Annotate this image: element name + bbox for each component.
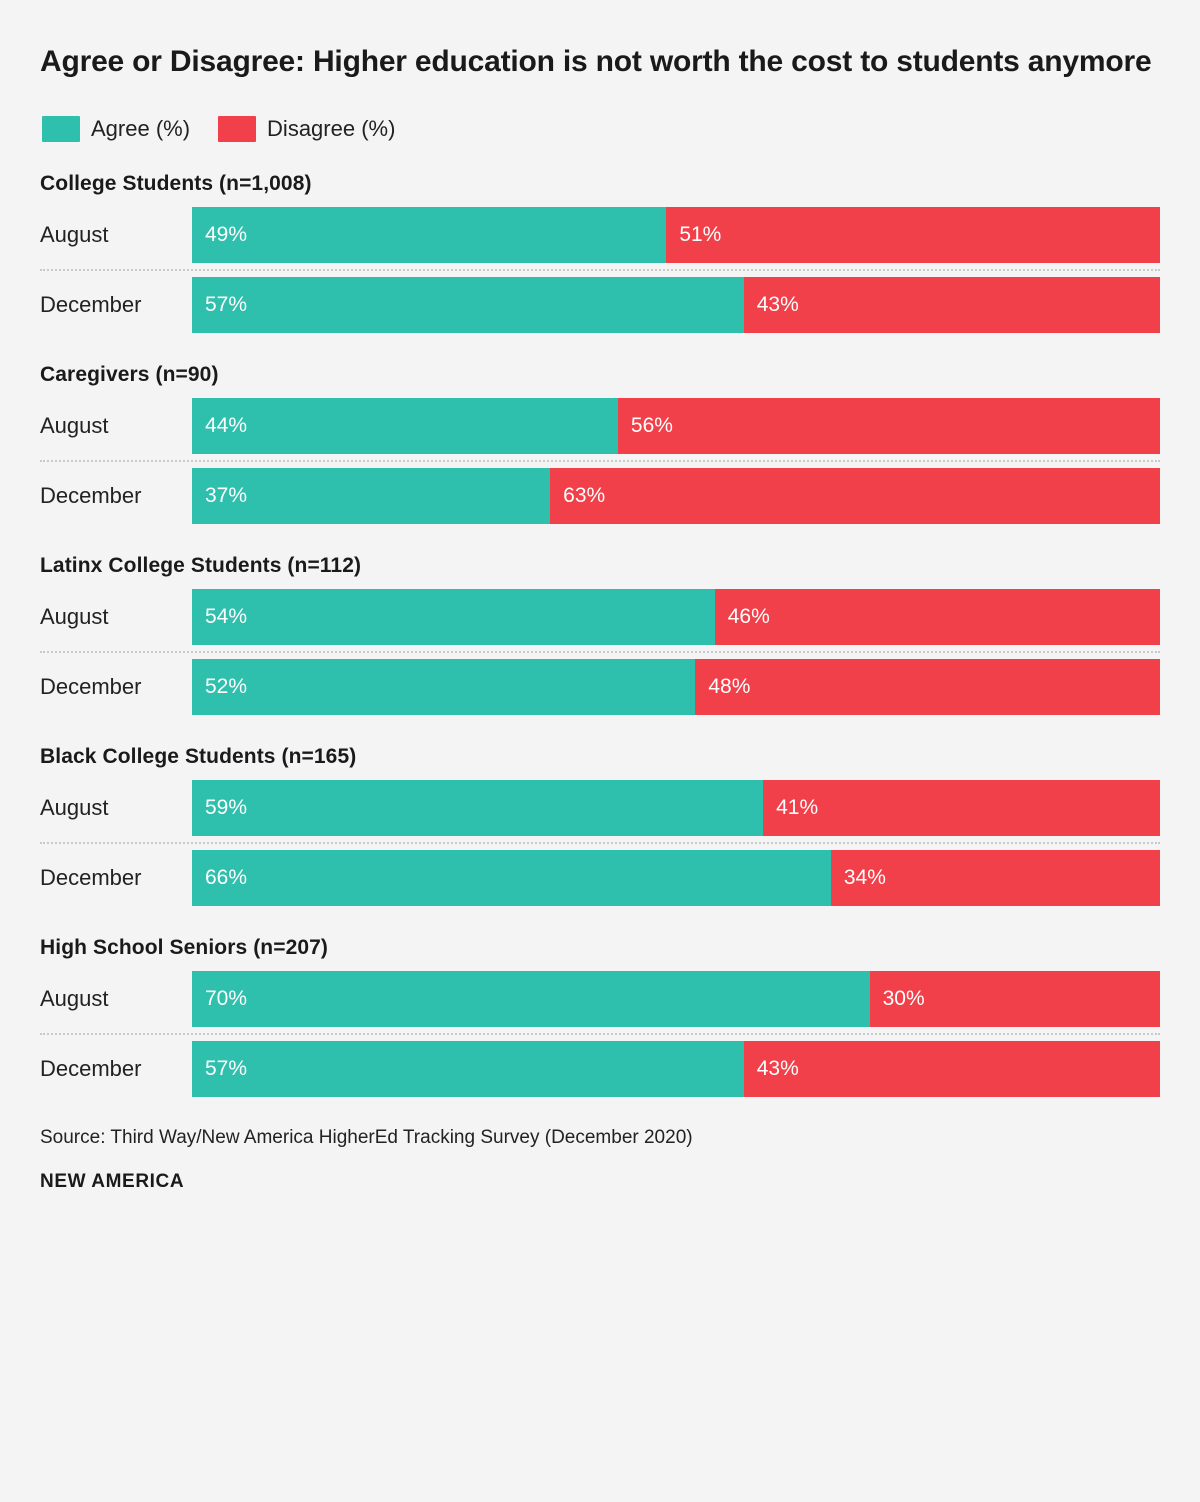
page-title: Agree or Disagree: Higher education is not worth the cost to students anymore bbox=[40, 45, 1152, 78]
group-title: Caregivers (n=90) bbox=[40, 362, 219, 386]
chart-row bbox=[40, 780, 1160, 836]
bar-agree: 37% bbox=[192, 468, 550, 524]
chart-group bbox=[40, 172, 1160, 333]
row-bars bbox=[192, 468, 1160, 524]
row-bars bbox=[192, 398, 1160, 454]
chart-row bbox=[40, 277, 1160, 333]
chart-group bbox=[40, 745, 1160, 906]
row-bars bbox=[192, 277, 1160, 333]
bar-disagree: 43% bbox=[744, 1041, 1160, 1097]
row-separator bbox=[40, 1033, 1160, 1035]
row-label: December bbox=[40, 864, 142, 890]
chart-row bbox=[40, 1041, 1160, 1097]
bar-disagree: 56% bbox=[618, 398, 1160, 454]
legend-label-agree: Agree (%) bbox=[91, 115, 191, 141]
chart-groups bbox=[40, 172, 1160, 1097]
row-label: December bbox=[40, 291, 142, 317]
row-label: August bbox=[40, 221, 109, 247]
group-title: Black College Students (n=165) bbox=[40, 744, 357, 768]
row-label: August bbox=[40, 794, 109, 820]
row-bars bbox=[192, 780, 1160, 836]
row-label: August bbox=[40, 603, 109, 629]
bar-disagree: 46% bbox=[715, 589, 1160, 645]
bar-disagree: 34% bbox=[831, 850, 1160, 906]
bar-agree: 59% bbox=[192, 780, 763, 836]
row-separator bbox=[40, 842, 1160, 844]
chart-row bbox=[40, 468, 1160, 524]
legend-item-disagree bbox=[218, 116, 395, 142]
row-bars bbox=[192, 207, 1160, 263]
bar-disagree: 43% bbox=[744, 277, 1160, 333]
group-title: Latinx College Students (n=112) bbox=[40, 553, 362, 577]
chart-row bbox=[40, 589, 1160, 645]
row-bars bbox=[192, 1041, 1160, 1097]
chart-row bbox=[40, 850, 1160, 906]
bar-disagree: 41% bbox=[763, 780, 1160, 836]
row-label: August bbox=[40, 985, 109, 1011]
row-bars bbox=[192, 850, 1160, 906]
bar-agree: 57% bbox=[192, 277, 744, 333]
chart-source: Source: Third Way/New America HigherEd Tracking Survey (December 2020) bbox=[40, 1126, 693, 1148]
chart-row bbox=[40, 398, 1160, 454]
row-label: December bbox=[40, 673, 142, 699]
row-label: August bbox=[40, 412, 109, 438]
bar-agree: 70% bbox=[192, 971, 870, 1027]
chart-group bbox=[40, 936, 1160, 1097]
bar-disagree: 48% bbox=[695, 659, 1160, 715]
row-separator bbox=[40, 460, 1160, 462]
bar-disagree: 51% bbox=[666, 207, 1160, 263]
bar-agree: 57% bbox=[192, 1041, 744, 1097]
legend-swatch-agree bbox=[42, 116, 80, 142]
row-separator bbox=[40, 651, 1160, 653]
brand-logo: NEW AMERICA bbox=[40, 1170, 185, 1192]
legend-swatch-disagree bbox=[218, 116, 256, 142]
bar-disagree: 63% bbox=[550, 468, 1160, 524]
row-separator bbox=[40, 269, 1160, 271]
row-label: December bbox=[40, 1055, 142, 1081]
bar-agree: 66% bbox=[192, 850, 831, 906]
bar-agree: 54% bbox=[192, 589, 715, 645]
row-label: December bbox=[40, 482, 142, 508]
bar-disagree: 30% bbox=[870, 971, 1160, 1027]
bar-agree: 52% bbox=[192, 659, 695, 715]
row-bars bbox=[192, 971, 1160, 1027]
legend-label-disagree: Disagree (%) bbox=[267, 115, 396, 141]
legend-item-agree bbox=[42, 116, 190, 142]
row-bars bbox=[192, 589, 1160, 645]
bar-agree: 49% bbox=[192, 207, 666, 263]
chart-group bbox=[40, 363, 1160, 524]
group-title: High School Seniors (n=207) bbox=[40, 935, 329, 959]
chart-row bbox=[40, 659, 1160, 715]
chart-row bbox=[40, 971, 1160, 1027]
row-bars bbox=[192, 659, 1160, 715]
bar-agree: 44% bbox=[192, 398, 618, 454]
chart-legend bbox=[40, 116, 1160, 142]
chart-group bbox=[40, 554, 1160, 715]
chart-row bbox=[40, 207, 1160, 263]
group-title: College Students (n=1,008) bbox=[40, 171, 312, 195]
